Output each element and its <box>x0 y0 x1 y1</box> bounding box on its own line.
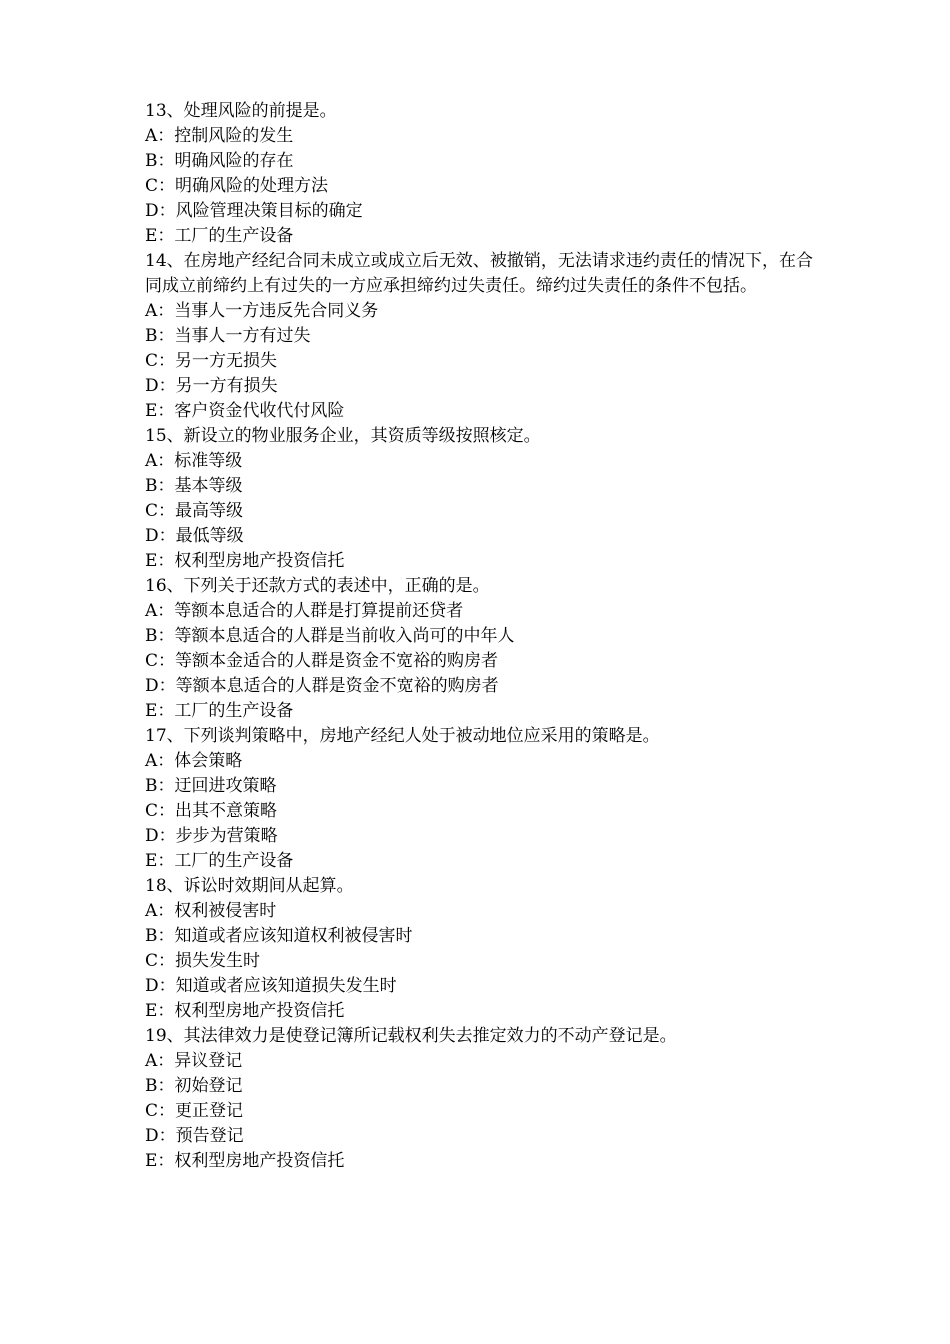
question-stem: 13、处理风险的前提是。 <box>145 101 337 121</box>
option-e: E：工厂的生产设备 <box>145 701 294 721</box>
question-stem: 15、新设立的物业服务企业，其资质等级按照核定。 <box>145 426 541 446</box>
question-stem: 14、在房地产经纪合同未成立或成立后无效、被撤销，无法请求违约责任的情况下，在合同成立前缔约上有过失的一方应承担缔约过失责任。缔约过失责任的条件不包括。 <box>145 251 813 296</box>
option-a: A：权利被侵害时 <box>145 901 277 921</box>
option-d: D：等额本息适合的人群是资金不宽裕的购房者 <box>145 676 499 696</box>
option-a: A：体会策略 <box>145 751 243 771</box>
question-list <box>145 99 813 1174</box>
option-e: E：权利型房地产投资信托 <box>145 551 345 571</box>
option-e: E：权利型房地产投资信托 <box>145 1151 345 1171</box>
option-c: C：出其不意策略 <box>145 801 278 821</box>
option-a: A：标准等级 <box>145 451 243 471</box>
question-13 <box>145 99 813 249</box>
option-c: C：损失发生时 <box>145 951 261 971</box>
option-c: C：等额本金适合的人群是资金不宽裕的购房者 <box>145 651 499 671</box>
question-stem: 19、其法律效力是使登记簿所记载权利失去推定效力的不动产登记是。 <box>145 1026 677 1046</box>
option-b: B：知道或者应该知道权利被侵害时 <box>145 926 413 946</box>
question-stem: 17、下列谈判策略中，房地产经纪人处于被动地位应采用的策略是。 <box>145 726 660 746</box>
option-b: B：基本等级 <box>145 476 243 496</box>
option-c: C：更正登记 <box>145 1101 244 1121</box>
question-stem: 18、诉讼时效期间从起算。 <box>145 876 354 896</box>
option-a: A：等额本息适合的人群是打算提前还贷者 <box>145 601 464 621</box>
option-c: C：明确风险的处理方法 <box>145 176 329 196</box>
option-d: D：预告登记 <box>145 1126 244 1146</box>
option-c: C：最高等级 <box>145 501 244 521</box>
option-c: C：另一方无损失 <box>145 351 278 371</box>
option-d: D：步步为营策略 <box>145 826 278 846</box>
option-a: A：当事人一方违反先合同义务 <box>145 301 379 321</box>
question-14 <box>145 249 813 424</box>
question-19 <box>145 1024 813 1174</box>
option-b: B：明确风险的存在 <box>145 151 294 171</box>
option-d: D：另一方有损失 <box>145 376 278 396</box>
option-b: B：初始登记 <box>145 1076 243 1096</box>
option-e: E：权利型房地产投资信托 <box>145 1001 345 1021</box>
option-a: A：异议登记 <box>145 1051 243 1071</box>
option-b: B：当事人一方有过失 <box>145 326 311 346</box>
question-18 <box>145 874 813 1024</box>
question-16 <box>145 574 813 724</box>
option-e: E：工厂的生产设备 <box>145 226 294 246</box>
option-d: D：知道或者应该知道损失发生时 <box>145 976 397 996</box>
option-d: D：最低等级 <box>145 526 244 546</box>
option-d: D：风险管理决策目标的确定 <box>145 201 363 221</box>
question-15 <box>145 424 813 574</box>
question-17 <box>145 724 813 874</box>
option-e: E：客户资金代收代付风险 <box>145 401 345 421</box>
option-b: B：迂回进攻策略 <box>145 776 277 796</box>
option-e: E：工厂的生产设备 <box>145 851 294 871</box>
question-stem: 16、下列关于还款方式的表述中，正确的是。 <box>145 576 490 596</box>
option-b: B：等额本息适合的人群是当前收入尚可的中年人 <box>145 626 515 646</box>
option-a: A：控制风险的发生 <box>145 126 294 146</box>
